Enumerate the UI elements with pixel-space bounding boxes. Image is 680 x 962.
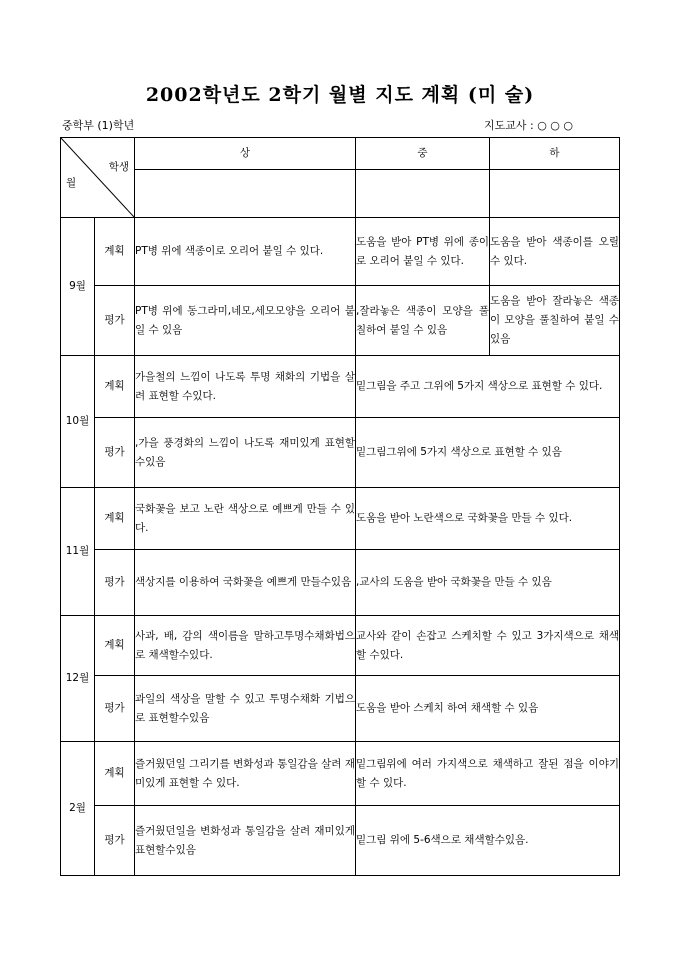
monthly-plan-table [60,137,620,876]
row-type-plan: 계획 [95,616,135,676]
plan-cell-high: 가을철의 느낌이 나도록 투명 채화의 기법을 살려 표현할 수있다. [135,356,356,418]
plan-cell-high: 즐거웠던일 그리기를 변화성과 통일감을 살려 재미있게 표현할 수 있다. [135,742,356,806]
row-type-eval: 평가 [95,676,135,742]
row-type-eval: 평가 [95,550,135,616]
teacher-label: 지도교사 : ○ ○ ○ [484,119,573,132]
plan-cell-mid-low: 교사와 같이 손잡고 스케치할 수 있고 3가지색으로 채색할 수있다. [356,616,620,676]
page-title: 2002학년도 2학기 월별 지도 계획 (미 술) [145,84,535,106]
month-label: 12월 [61,616,95,742]
corner-student-label: 학생 [108,161,129,173]
month-label: 2월 [61,742,95,876]
level-header-high: 상 [135,138,356,170]
plan-cell-mid-low: 밑그림을 주고 그위에 5가지 색상으로 표현할 수 있다. [356,356,620,418]
empty-header-cell [356,170,490,218]
level-header-mid: 중 [356,138,490,170]
eval-cell-mid: ,잘라놓은 색종이 모양을 풀칠하여 붙일 수 있음 [356,286,490,356]
plan-cell-high: 국화꽃을 보고 노란 색상으로 예쁘게 만들 수 있다. [135,488,356,550]
plan-cell-mid: 도움을 받아 PT병 위에 종이로 오리어 붙일 수 있다. [356,218,490,286]
row-type-plan: 계획 [95,218,135,286]
plan-cell-high: 사과, 배, 감의 색이름을 말하고투명수채화법으로 채색할수있다. [135,616,356,676]
row-type-plan: 계획 [95,742,135,806]
plan-cell-low: 도움을 받아 색종이를 오릴 수 있다. [490,218,620,286]
eval-cell-high: ,가을 풍경화의 느낌이 나도록 재미있게 표현할수있음 [135,418,356,488]
eval-cell-mid-low: 밑그림그위에 5가지 색상으로 표현할 수 있음 [356,418,620,488]
eval-cell-low: 도움을 받아 잘라놓은 색종이 모양을 풀칠하여 붙일 수 있음 [490,286,620,356]
month-label: 9월 [61,218,95,356]
eval-cell-high: PT병 위에 동그라미,네모,세모모양을 오리어 붙일 수 있음 [135,286,356,356]
eval-cell-high: 즐거웠던일을 변화성과 통일감을 살려 재미있게 표현할수있음 [135,806,356,876]
plan-cell-mid-low: 도움을 받아 노란색으로 국화꽃을 만들 수 있다. [356,488,620,550]
plan-cell-mid-low: 밑그림위에 여러 가지색으로 채색하고 잘된 점을 이야기할 수 있다. [356,742,620,806]
table-corner-header [61,138,135,218]
empty-header-cell [490,170,620,218]
row-type-eval: 평가 [95,806,135,876]
plan-cell-high: PT병 위에 색종이로 오리어 붙일 수 있다. [135,218,356,286]
row-type-eval: 평가 [95,286,135,356]
level-header-low: 하 [490,138,620,170]
row-type-plan: 계획 [95,356,135,418]
month-label: 11월 [61,488,95,616]
row-type-eval: 평가 [95,418,135,488]
eval-cell-high: 과일의 색상을 말할 수 있고 투명수채화 기법으로 표현할수있음 [135,676,356,742]
row-type-plan: 계획 [95,488,135,550]
eval-cell-high: 색상지를 이용하여 국화꽃을 예쁘게 만들수있음 [135,550,356,616]
grade-label: 중학부 (1)학년 [62,119,135,132]
empty-header-cell [135,170,356,218]
month-label: 10월 [61,356,95,488]
eval-cell-mid-low: ,교사의 도움을 받아 국화꽃을 만들 수 있음 [356,550,620,616]
eval-cell-mid-low: 밑그림 위에 5-6색으로 채색할수있음. [356,806,620,876]
eval-cell-mid-low: 도움을 받아 스케치 하여 채색할 수 있음 [356,676,620,742]
corner-month-label: 월 [66,177,77,189]
